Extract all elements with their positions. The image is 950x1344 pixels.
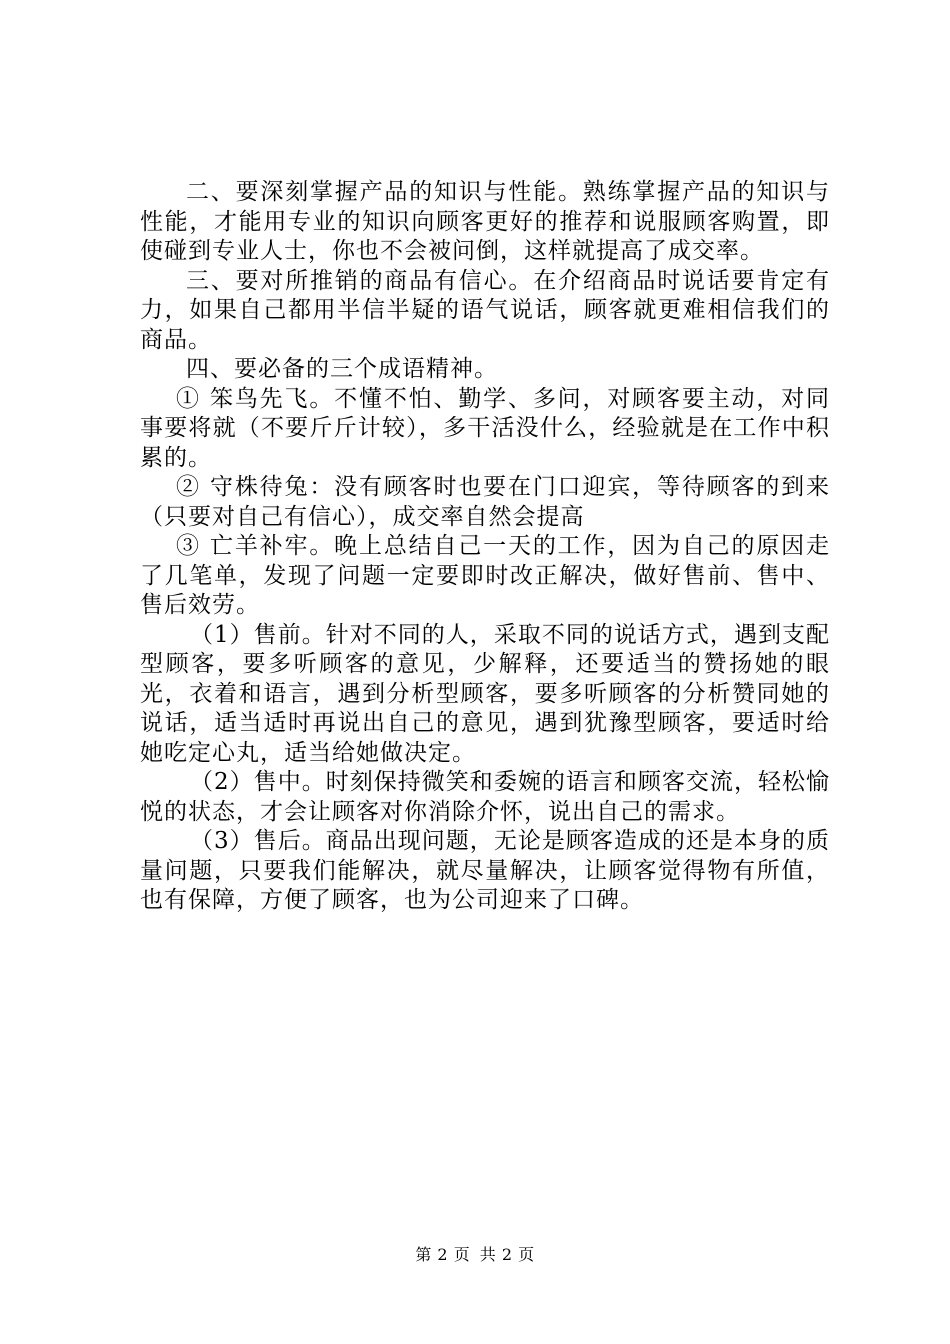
paragraph-after-sale: （3）售后。商品出现问题，无论是顾客造成的还是本身的质量问题，只要我们能解决，就尽量解决，让顾客觉得物有所值，也有保障，方便了顾客，也为公司迎来了口碑。 bbox=[140, 828, 830, 913]
paragraph-idiom-3: ③ 亡羊补牢。晚上总结自己一天的工作，因为自己的原因走了几笔单，发现了问题一定要即时改正解决，做好售前、售中、售后效劳。 bbox=[140, 533, 830, 618]
paragraph-in-sale: （2）售中。时刻保持微笑和委婉的语言和顾客交流，轻松愉悦的状态，才会让顾客对你消除介怀，说出自己的需求。 bbox=[140, 769, 830, 825]
page-total: 共 2 页 bbox=[479, 1245, 535, 1264]
page-number: 第 2 页 bbox=[415, 1245, 471, 1264]
paragraph-product-knowledge: 二、要深刻掌握产品的知识与性能。熟练掌握产品的知识与性能，才能用专业的知识向顾客更好的推荐和说服顾客购置，即使碰到专业人士，你也不会被问倒，这样就提高了成交率。 bbox=[140, 179, 830, 264]
paragraph-idiom-1: ① 笨鸟先飞。不懂不怕、勤学、多问，对顾客要主动，对同事要将就（不要斤斤计较），多干活没什么，经验就是在工作中积累的。 bbox=[140, 385, 830, 471]
paragraph-three-idioms: 四、要必备的三个成语精神。 bbox=[186, 356, 498, 382]
paragraph-pre-sale: （1）售前。针对不同的人，采取不同的说话方式，遇到支配型顾客，要多听顾客的意见，少解释，还要适当的赞扬她的眼光，衣着和语言，遇到分析型顾客，要多听顾客的分析赞同她的说话，适当适时再说出自己的意见，遇到犹豫型顾客，要适时给她吃定心丸，适当给她做决定。 bbox=[140, 621, 830, 766]
paragraph-idiom-2: ② 守株待兔：没有顾客时也要在门口迎宾，等待顾客的到来（只要对自己有信心），成交率自然会提高 bbox=[140, 474, 830, 530]
document-body bbox=[140, 178, 830, 916]
page-footer bbox=[0, 1245, 950, 1265]
paragraph-product-confidence: 三、要对所推销的商品有信心。在介绍商品时说话要肯定有力，如果自己都用半信半疑的语气说话，顾客就更难相信我们的商品。 bbox=[140, 267, 830, 353]
